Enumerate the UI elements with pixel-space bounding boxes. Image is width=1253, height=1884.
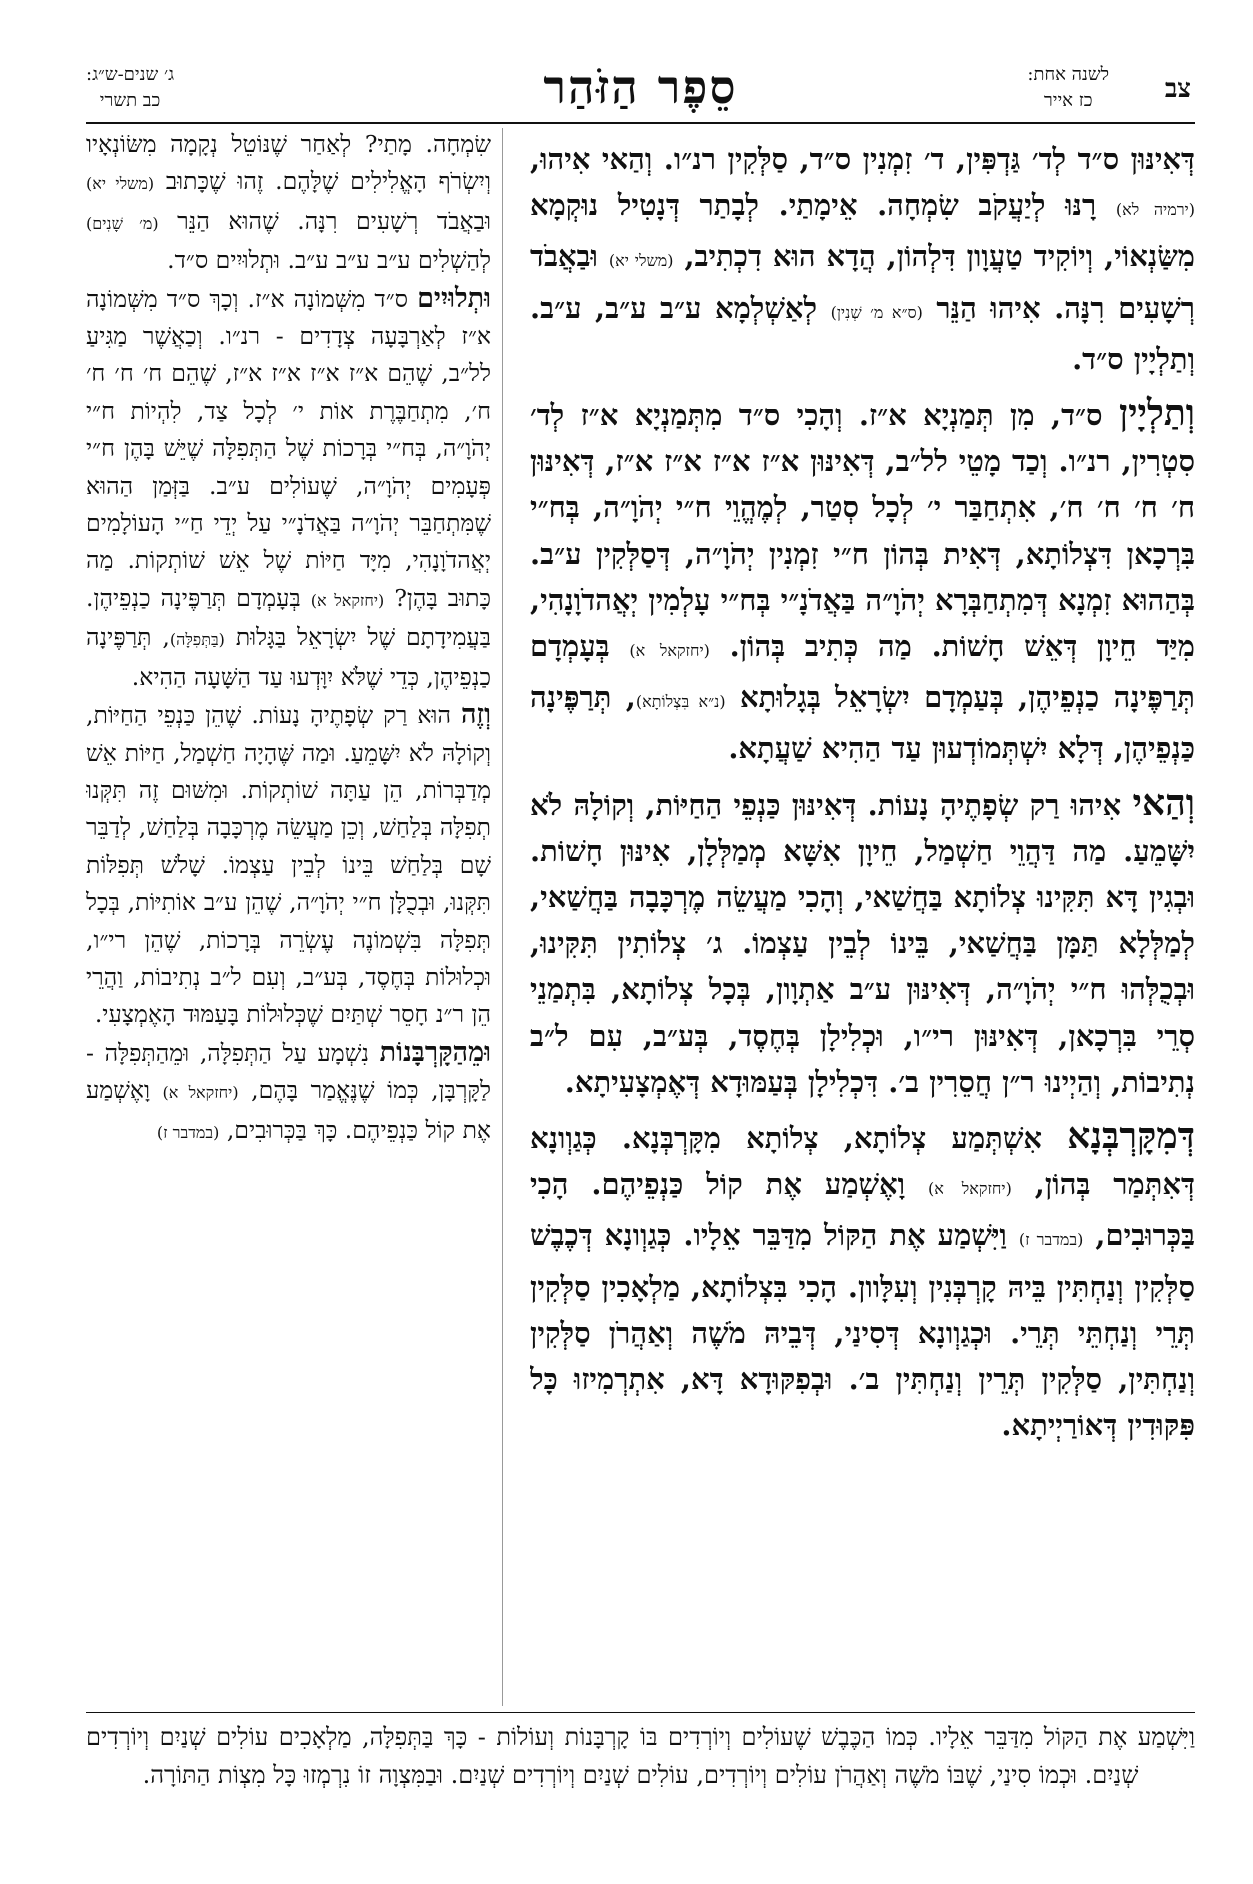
translation-continuation (86, 1718, 1195, 1868)
source-reference: (יחזקאל א) (162, 1083, 239, 1103)
schedule-label: ג׳ שנים-ש״ג: (86, 64, 175, 85)
text-run: וּבַאֲבֹד רְשָׁעִים רִנָּה. שֶׁהוּא הַנֵּר (177, 206, 491, 235)
text-run: אִיהוּ רַק שְׂפָתֶיהָ נָעוֹת. דְּאִינּוּן כַּנְפֵי הַחַיּוֹת, וְקוֹלָהּ לֹא יִשָּׁמֵעַ. מַה דַּהֲוֵי חַשְׁמַל, חֵיוָן אִשָּׁא מְמַלְּלָן, אִינּוּן חָשׁוֹת. וּבְגִין דָּא תִּקִּינוּ צְלוֹתָא בַּחֲשַׁאי, וְהָכִי מַעֲשֵׂה מֶרְכָּבָה בַּחֲשַׁאי, לְמַלְּלָא תַּמָּן בַּחֲשַׁאי, בֵּינוֹ לְבֵין עַצְמוֹ. ג׳ צְלוֹתִין תִּקִּינוּ, וּבְכֻלְּהוּ ח״י יְהֹוָ״ה, דְּאִינּוּן ע״ב אַתְוָון, בְּכָל צְלוֹתָא, בִּתְמַנֵי סְרֵי בִּרְכָאן, דְּאִינּוּן רי״ו, וּכְלִילָן בְּחֶסֶד, בְּע״ב, עִם ל״ב נְתִיבוֹת, וְהַיְינוּ ר״ן חֲסֵרִין ב׳. דִּכְלִילָן בְּעַמּוּדָא דְּאֶמְצָעִיתָא. (530, 787, 1195, 1099)
schedule-label: לשנה אחת: (1027, 64, 1109, 85)
schedule-date: כז אייר (1043, 90, 1093, 111)
text-run: בְּעָמְדָם תְּרַפֶּינָה כַנְפֵיהֶן. בַּעֲמִידָתָם שֶׁל יִשְׂרָאֵל בַּגָּלוּת (86, 583, 491, 652)
source-reference: (משלי יא) (86, 174, 155, 194)
translation-paragraph (86, 280, 491, 696)
translation-paragraph (86, 126, 491, 280)
source-reference: (יחזקאל א) (310, 590, 385, 610)
text-run: נִשְׁמָע עַל הַתְּפִלָּה, וּמֵהַתְּפִלָּה - לַקָּרְבָּן, כְּמוֹ שֶׁנֶּאֱמַר בָּהֶם, (86, 1038, 491, 1105)
text-run: רָנּוּ לְיַעֲקֹב שִׂמְחָה. אֵימָתַי. לְבָתַר דְּנָטִיל נוּקְמָא מִשַּׂנְאוֹי, וְיוֹקִיד טַעֲוָון דִּלְהוֹן, הֲדָא הוּא דִכְתִיב, (530, 188, 1195, 274)
translation-paragraph (86, 1034, 491, 1151)
zohar-paragraph (530, 780, 1195, 1105)
page-header (86, 56, 1195, 124)
source-reference: (נ״א בִּצְלוֹתָא) (635, 692, 726, 712)
source-reference: (במדבר ז) (156, 1122, 220, 1142)
text-run: וַיִּשְׁמַע אֶת הַקּוֹל מִדַּבֵּר אֵלָיו. כְּגַוְונָא דְּכֶבֶשׁ סַלְּקִין וְנַחְתִּין בֵּיהּ קָרְבְּנִין וְעִלָּוון. הָכִי בִּצְלוֹתָא, מַלְאָכִין סַלְּקִין תְּרֵי וְנַחְתֵּי תְּרֵי. וּכְגַוְונָא דְּסִינַי, דְּבֵיהּ מֹשֶׁה וְאַהֲרֹן סַלְּקִין וְנַחְתִּין, סַלְּקִין תְּרֵין וְנַחְתִּין ב׳. וּבְפִקּוּדָא דָּא, אִתְרְמִיזוּ כָּל פִּקּוּדִין דְּאוֹרַיְיתָא. (530, 1218, 1195, 1443)
text-run: לְהַשְׁלִים ע״ב ע״ב ע״ב. וּתְלוּיִים ס״ד. (167, 246, 491, 275)
source-reference: (יחזקאל א) (928, 1179, 1012, 1199)
paragraph-lead-word: וְהַאי (1132, 781, 1195, 824)
text-run: ס״ד, מִן תְּמַנְיָא א״ז. וְהָכִי ס״ד מִתְּמַנְיָא א״ז לְד׳ סִטְרִין, רנ״ו. וְכַד מָטֵי לל״ב, דְּאִינּוּן א״ז א״ז א״ז א״ז, דְּאִינּוּן ח׳ ח׳ ח׳ ח׳, אִתְחַבַּר י׳ לְכָל סְטַר, לְמֶהֱוֵי ח״י יְהֹוָ״ה, בְּח״י בִּרְכָאן דִּצְלוֹתָא, דְּאִית בְּהוֹן ח״י זִמְנִין יְהֹוָ״ה, דְּסַלְּקִין ע״ב. בְּהַהוּא זִמְנָא דְּמִתְחַבְּרָא יְהֹוָ״ה בַּאֲדֹנָ״י בְּח״י עָלְמִין יְאֲהדֹוָנָהִי, מִיַּד חֵיוָן דְּאֵשׁ חָשׁוֹת. מַה כְּתִיב בְּהוֹן. (530, 398, 1195, 664)
source-reference: (במדבר ז) (1018, 1230, 1084, 1250)
text-run: אִשְׁתְּמַע צְלוֹתָא, צְלוֹתָא מִקָּרְבְּנָא. כְּגַוְונָא דְּאִתְּמַר בְּהוֹן, (530, 1121, 1195, 1202)
paragraph-lead-word: וּמֵהַקָּרְבָּנוֹת (379, 1036, 491, 1068)
text-run: הוּא רַק שְׂפָתֶיהָ נָעוֹת. שֶׁהֵן כַּנְפֵי הַחַיּוֹת, וְקוֹלָהּ לֹא יִשָּׁמֵעַ. וּמַה שֶּׁהָיָה חַשְׁמַל, חַיּוֹת אֵשׁ מְדַבְּרוֹת, הֵן עַתָּה שׁוֹתְקוֹת. וּמִשּׁוּם זֶה תִּקְּנוּ תְפִלָּה בְּלַחַשׁ, וְכֵן מַעֲשֵׂה מֶרְכָּבָה בְּלַחַשׁ, לְדַבֵּר שָׁם בְּלַחַשׁ בֵּינוֹ לְבֵין עַצְמוֹ. שָׁלֹשׁ תְּפִלּוֹת תִּקְּנוּ, וּבְכֻלָּן ח״י יְהֹוָ״ה, שֶׁהֵן ע״ב אוֹתִיּוֹת, בְּכָל תְּפִלָּה בִּשְׁמוֹנֶה עֶשְׂרֵה בְּרָכוֹת, שֶׁהֵן רי״ו, וּכְלוּלוֹת בְּחֶסֶד, בְּע״ב, וְעִם ל״ב נְתִיבוֹת, וַהֲרֵי הֵן ר״נ חָסֵר שְׁתַּיִם שֶׁכְּלוּלוֹת בָּעַמּוּד הָאֶמְצָעִי. (86, 701, 491, 1029)
paragraph-lead-word: וְתַלְיָין (1118, 392, 1195, 435)
text-run: , תְּרַפֶּינָה כַּנְפֵיהֶן, דְּלָא יִשְׁתְּמוֹדְעוּן עַד הַהִיא שַׁעֲתָא. (530, 680, 1195, 766)
paragraph-lead-word: וְזֶה (461, 699, 491, 731)
source-reference: (ירמיה לא) (1115, 200, 1195, 220)
reading-schedule-three-year (86, 62, 174, 114)
source-reference: (בַּתְּפִלָּה) (169, 630, 225, 650)
text-run: וָאֶשְׁמַע אֶת קוֹל כַּנְפֵיהֶם. כָּךְ בַּכְּרוּבִים, (86, 1076, 491, 1144)
source-reference: (יחזקאל א) (629, 641, 710, 661)
zohar-text-column (530, 136, 1195, 1706)
zohar-paragraph (530, 1113, 1195, 1448)
text-run: וּבַאֲבֹד רְשָׁעִים רִנָּה. אִיהוּ הַנֵּר (530, 239, 1195, 325)
text-run: , תְּרַפֶּינָה כַנְפֵיהֶן, כְּדֵי שֶׁלֹּא יִוָּדְעוּ עַד הַשָּׁעָה הַהִיא. (86, 623, 491, 691)
paragraph-lead-word: וּתְלוּיִים (417, 282, 491, 314)
text-run: שִׂמְחָה. מָתַי? לְאַחַר שֶׁנּוֹטֵל נְקָמָה מִשּׂוֹנְאָיו וְיִשְׂרֹף הָאֱלִילִים שֶׁלָּהֶם. זֶהוּ שֶׁכָּתוּב (86, 130, 491, 196)
paragraph-lead-word: דְּמִקָּרְבְּנָא (1067, 1115, 1195, 1158)
text-run: ס״ד מִשְּׁמוֹנָה א״ז. וְכָךְ ס״ד מִשְּׁמוֹנָה א״ז לְאַרְבָּעָה צְדָדִים - רנ״ו. וְכַאֲשֶׁר מַגִּיעַ לל״ב, שֶׁהֵם א״ז א״ז א״ז א״ז, שֶׁהֵם ח׳ ח׳ ח׳ ח׳, מִתְחַבֶּרֶת אוֹת י׳ לְכָל צַד, לִהְיוֹת ח״י יְהֹוָ״ה, בְּח״י בְּרָכוֹת שֶׁל הַתְּפִלָּה שֶׁיֵּשׁ בָּהֶן ח״י פְּעָמִים יְהֹוָ״ה, שֶׁעוֹלִים ע״ב. בַּזְּמַן הַהוּא שֶׁמִּתְחַבֵּר יְהֹוָ״ה בַּאֲדֹנָ״י עַל יְדֵי חַ״י הָעוֹלָמִים יְאֲהדֹוָנָהִי, מִיָּד חַיּוֹת שֶׁל אֵשׁ שׁוֹתְקוֹת. מַה כָּתוּב בָּהֶן? (86, 284, 491, 612)
source-reference: (משלי יא) (608, 251, 674, 271)
text-run: לְאַשְׁלְמָא ע״ב ע״ב, ע״ב. וְתַלְיָין ס״ד. (530, 290, 1195, 376)
source-reference: (מ׳ שָׁנִים) (86, 213, 159, 233)
translation-column (86, 126, 491, 1706)
source-reference: (ס״א מ׳ שְׁנִין) (830, 302, 923, 322)
schedule-date: כב תשרי (99, 90, 161, 111)
page-number: צב (1164, 74, 1191, 104)
zohar-paragraph (530, 136, 1195, 382)
text-run: דְּאִינּוּן ס״ד לְד׳ גַּדְפִּין, ד׳ זִמְנִין ס״ד, סַלְּקִין רנ״ו. וְהַאי אִיהוּ, (530, 142, 1195, 176)
text-run: בְּעָמְדָם תְּרַפֶּינָה כַנְפֵיהֶן, בְּעַמְדָם יִשְׂרָאֵל בְּגָלוּתָא (530, 629, 1195, 715)
translation-paragraph (86, 696, 491, 1034)
text-run: וָאֶשְׁמַע אֶת קוֹל כַּנְפֵיהֶם. הָכִי בַּכְּרוּבִים, (530, 1167, 1195, 1253)
continuation-paragraph: וַיִּשְׁמַע אֶת הַקּוֹל מִדַּבֵּר אֵלָיו. כְּמוֹ הַכֶּבֶשׁ שֶׁעוֹלִים וְיוֹרְדִים בּוֹ קָרְבָּנוֹת וְעוֹלוֹת - כָּךְ בַּתְּפִלָּה, מַלְאָכִים עוֹלִים שְׁנַיִם וְיוֹרְדִים שְׁנַיִם. וּכְמוֹ סִינַי, שֶׁבּוֹ מֹשֶׁה וְאַהֲרֹן עוֹלִים וְיוֹרְדִים, עוֹלִים שְׁנַיִם וְיוֹרְדִים שְׁנַיִם. וּבַמִּצְוָה זוֹ נִרְמְזוּ כָּל מִצְוֹת הַתּוֹרָה. (86, 1723, 1195, 1789)
bottom-divider (86, 1712, 1195, 1713)
book-title: סֵפֶר הַזֹּהַר (543, 60, 738, 114)
zohar-paragraph (530, 390, 1195, 772)
column-divider (502, 128, 503, 1706)
